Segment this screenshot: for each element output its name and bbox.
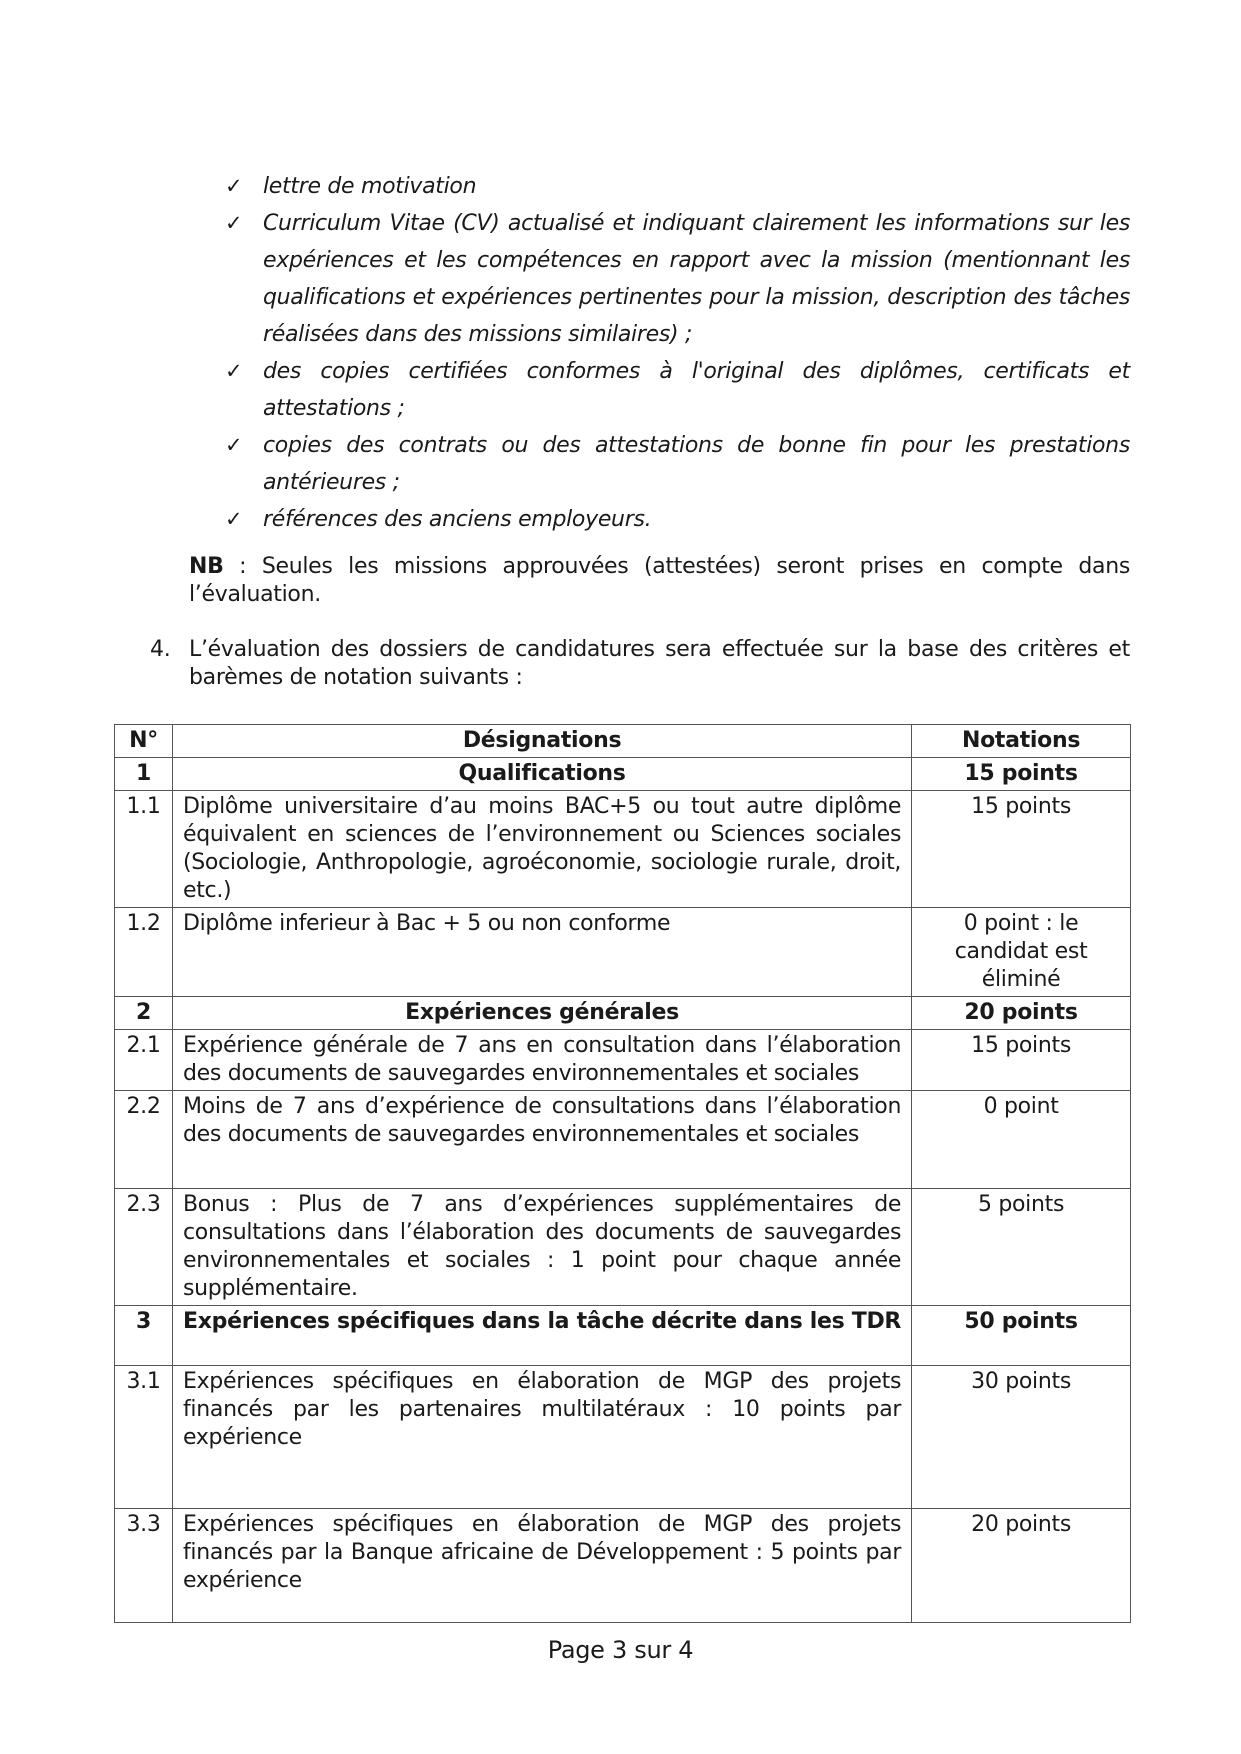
row-notation: 20 points — [912, 997, 1131, 1030]
checklist-item — [225, 501, 1130, 538]
row-designation: Expériences spécifiques dans la tâche décrite dans les TDR — [172, 1306, 911, 1366]
row-designation: Expériences générales — [172, 997, 911, 1030]
row-notation: 15 points — [912, 1030, 1131, 1091]
table-row — [115, 791, 1131, 908]
row-notation: 15 points — [912, 791, 1131, 908]
numbered-item — [150, 636, 1130, 692]
row-designation: Qualifications — [172, 758, 911, 791]
checkmark-icon: ✓ — [225, 433, 243, 457]
row-designation: Moins de 7 ans d’expérience de consultations dans l’élaboration des documents de sauvegardes environnementales et sociales — [172, 1091, 911, 1189]
row-notation: 5 points — [912, 1189, 1131, 1306]
checklist-item-text: Curriculum Vitae (CV) actualisé et indiquant clairement les informations sur les expériences et les compétences en rapport avec la mission (mentionnant les qualifications et expériences pertinentes pour la mission, description des tâches réalisées dans des missions similaires) ; — [263, 211, 1130, 347]
item-number: 4. — [150, 637, 171, 662]
page-number: Page 3 sur 4 — [547, 1636, 694, 1664]
row-number: 2.2 — [115, 1091, 173, 1189]
row-designation: Expériences spécifiques en élaboration de MGP des projets financés par les partenaires multilatéraux : 10 points par expérience — [172, 1366, 911, 1509]
table-header-row — [115, 725, 1131, 758]
row-notation: 15 points — [912, 758, 1131, 791]
row-designation: Diplôme universitaire d’au moins BAC+5 ou tout autre diplôme équivalent en sciences de l’environnement ou Sciences sociales (Sociologie, Anthropologie, agroéconomie, sociologie rurale, droit, etc.) — [172, 791, 911, 908]
table-section-row — [115, 758, 1131, 791]
table-row — [115, 1030, 1131, 1091]
table-row — [115, 1366, 1131, 1509]
header-notations: Notations — [912, 725, 1131, 758]
row-notation: 0 point : le candidat est éliminé — [912, 908, 1131, 997]
header-designations: Désignations — [172, 725, 911, 758]
row-number: 3.1 — [115, 1366, 173, 1509]
row-number: 3 — [115, 1306, 173, 1366]
row-notation: 30 points — [912, 1366, 1131, 1509]
row-designation: Expérience générale de 7 ans en consultation dans l’élaboration des documents de sauvegardes environnementales et sociales — [172, 1030, 911, 1091]
table-row — [115, 908, 1131, 997]
row-designation: Expériences spécifiques en élaboration de MGP des projets financés par la Banque africaine de Développement : 5 points par expérience — [172, 1509, 911, 1623]
nb-note — [189, 553, 1130, 609]
table-row — [115, 1091, 1131, 1189]
row-notation: 50 points — [912, 1306, 1131, 1366]
row-number: 2.1 — [115, 1030, 173, 1091]
row-number: 1.2 — [115, 908, 173, 997]
row-notation: 20 points — [912, 1509, 1131, 1623]
checkmark-icon: ✓ — [225, 174, 243, 198]
checklist-item-text: des copies certifiées conformes à l'original des diplômes, certificats et attestations ; — [263, 359, 1130, 421]
row-notation: 0 point — [912, 1091, 1131, 1189]
row-number: 1 — [115, 758, 173, 791]
nb-text: : Seules les missions approuvées (attestées) seront prises en compte dans l’évaluation. — [189, 554, 1130, 607]
document-checklist — [225, 168, 1130, 538]
checklist-item-text: références des anciens employeurs. — [263, 507, 652, 532]
checklist-item — [225, 353, 1130, 427]
checklist-item — [225, 205, 1130, 353]
checkmark-icon: ✓ — [225, 211, 243, 235]
evaluation-criteria-table — [114, 724, 1131, 1623]
row-number: 2 — [115, 997, 173, 1030]
item-text: L’évaluation des dossiers de candidatures sera effectuée sur la base des critères et barèmes de notation suivants : — [189, 637, 1130, 690]
row-number: 2.3 — [115, 1189, 173, 1306]
header-number: N° — [115, 725, 173, 758]
checkmark-icon: ✓ — [225, 507, 243, 531]
table-row — [115, 1509, 1131, 1623]
checklist-item-text: copies des contrats ou des attestations de bonne fin pour les prestations antérieures ; — [263, 433, 1130, 495]
nb-label: NB — [189, 554, 224, 579]
checkmark-icon: ✓ — [225, 359, 243, 383]
checklist-item-text: lettre de motivation — [263, 174, 477, 199]
row-designation: Diplôme inferieur à Bac + 5 ou non conforme — [172, 908, 911, 997]
row-designation: Bonus : Plus de 7 ans d’expériences supplémentaires de consultations dans l’élaboration des documents de sauvegardes environnementales et sociales : 1 point pour chaque année supplémentaire. — [172, 1189, 911, 1306]
row-number: 3.3 — [115, 1509, 173, 1623]
checklist-item — [225, 168, 1130, 205]
table-section-row — [115, 997, 1131, 1030]
table-row — [115, 1189, 1131, 1306]
row-number: 1.1 — [115, 791, 173, 908]
checklist-item — [225, 427, 1130, 501]
table-section-row — [115, 1306, 1131, 1366]
